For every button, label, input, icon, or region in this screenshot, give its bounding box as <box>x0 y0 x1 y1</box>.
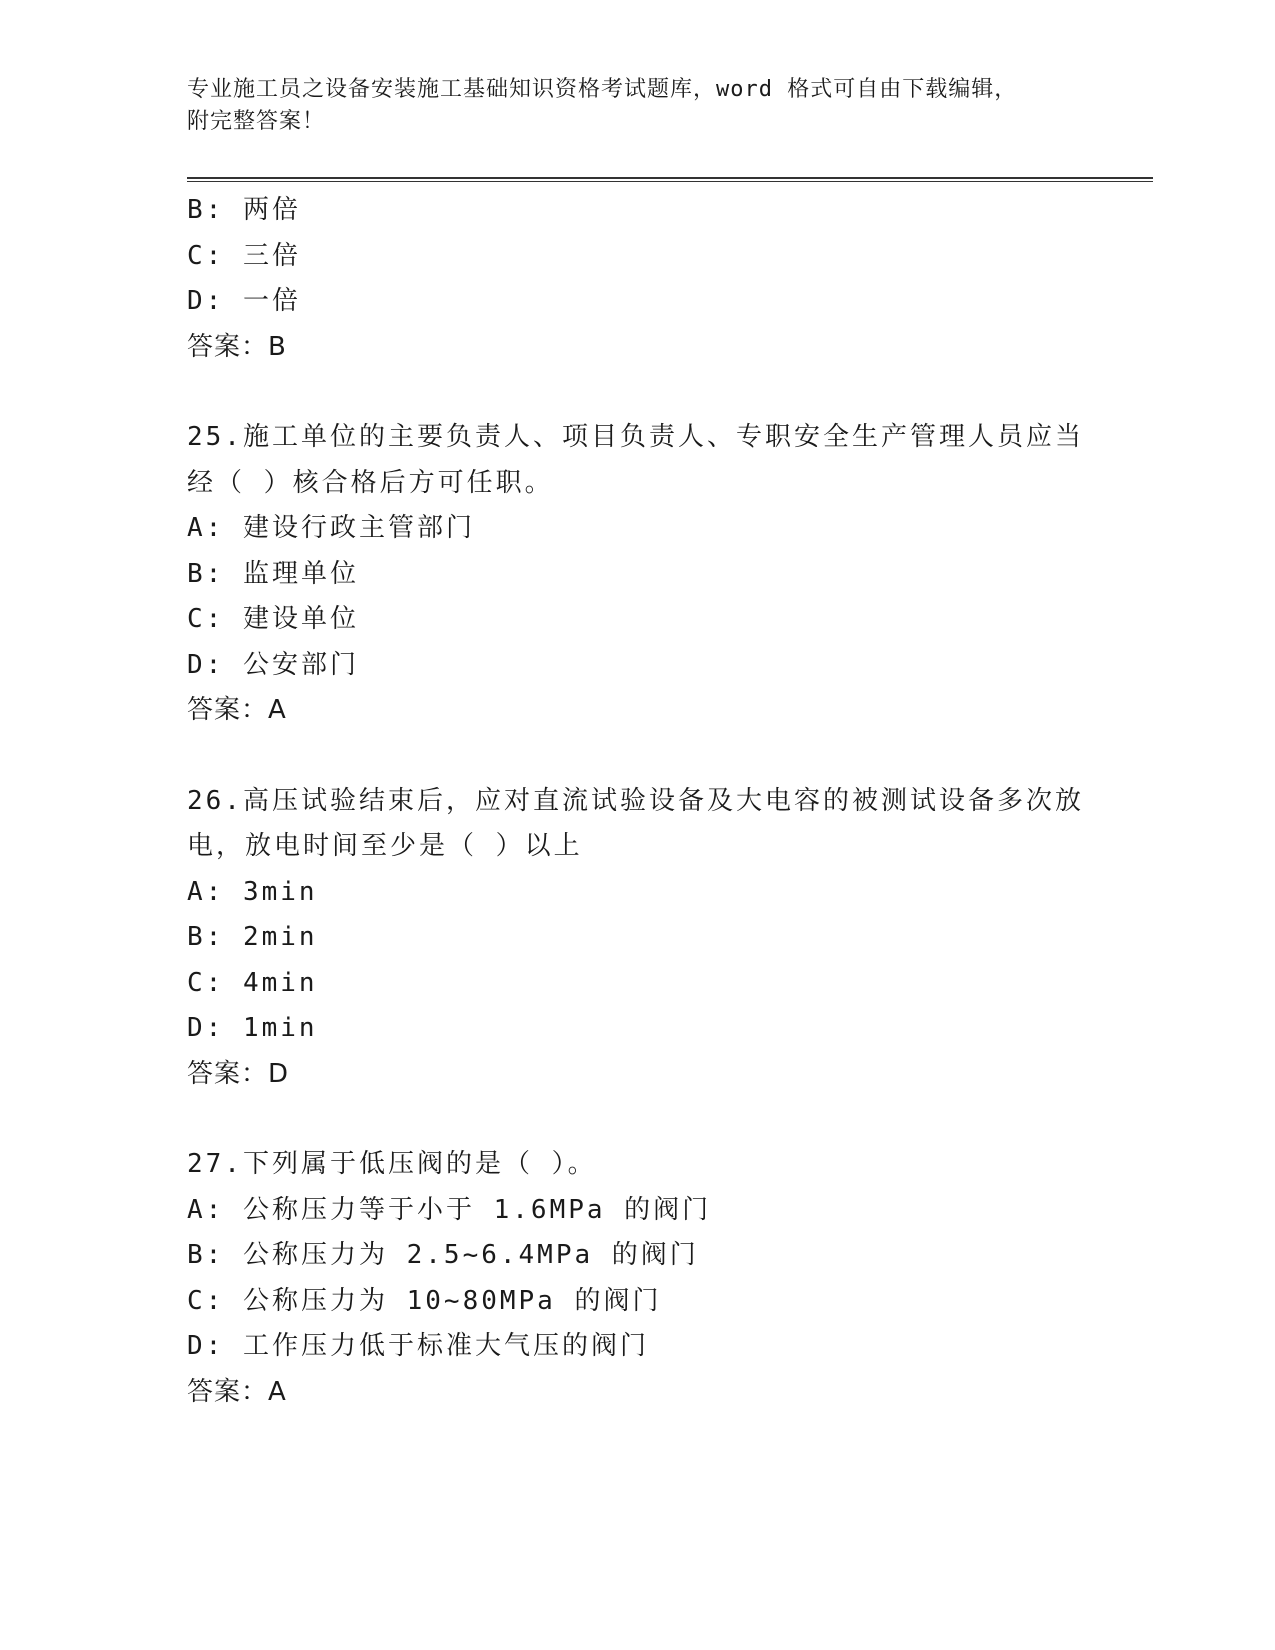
option-c: C: 建设单位 <box>187 604 359 634</box>
option-a: A: 3min <box>187 876 318 907</box>
answer: 答案：D <box>187 1058 290 1089</box>
option-b: B: 公称压力为 2.5~6.4MPa 的阀门 <box>187 1240 699 1270</box>
option-c: C: 公称压力为 10~80MPa 的阀门 <box>187 1285 662 1316</box>
question-spacer <box>187 1097 1087 1142</box>
option-b: B: 2min <box>187 922 318 952</box>
option-c: C: 4min <box>187 967 318 998</box>
option-b: B: 监理单位 <box>187 558 359 589</box>
question-text-line-2: 电，放电时间至少是（ ）以上 <box>187 831 583 861</box>
question-text-line-1: 26.高压试验结束后，应对直流试验设备及大电容的被测试设备多次放 <box>187 785 1084 816</box>
option-d: D: 公安部门 <box>187 649 359 680</box>
header-divider-thick <box>187 177 1153 179</box>
question-24 <box>187 188 1087 370</box>
option-a: A: 公称压力等于小于 1.6MPa 的阀门 <box>187 1194 712 1225</box>
question-spacer <box>187 734 1087 779</box>
question-spacer <box>187 370 1087 415</box>
option-a: A: 建设行政主管部门 <box>187 513 475 543</box>
option-c: C: 三倍 <box>187 240 301 271</box>
header-line-1: 专业施工员之设备安装施工基础知识资格考试题库，word 格式可自由下载编辑， <box>187 77 1018 102</box>
question-26 <box>187 779 1087 1098</box>
document-header <box>187 74 1087 138</box>
option-d: D: 一倍 <box>187 286 301 316</box>
option-d: D: 工作压力低于标准大气压的阀门 <box>187 1331 649 1361</box>
header-line-2: 附完整答案！ <box>187 109 326 134</box>
question-text-line-1: 25.施工单位的主要负责人、项目负责人、专职安全生产管理人员应当 <box>187 422 1084 452</box>
answer: 答案：B <box>187 331 287 362</box>
question-text-line-2: 经（ ）核合格后方可任职。 <box>187 467 554 498</box>
answer: 答案：A <box>187 695 287 725</box>
answer: 答案：A <box>187 1376 287 1407</box>
question-text-line-1: 27.下列属于低压阀的是（ ）。 <box>187 1149 597 1179</box>
header-divider-thin <box>187 181 1153 182</box>
question-25 <box>187 415 1087 734</box>
option-d: D: 1min <box>187 1013 318 1043</box>
question-list <box>187 188 1087 1415</box>
question-27 <box>187 1142 1087 1415</box>
option-b: B: 两倍 <box>187 195 301 225</box>
